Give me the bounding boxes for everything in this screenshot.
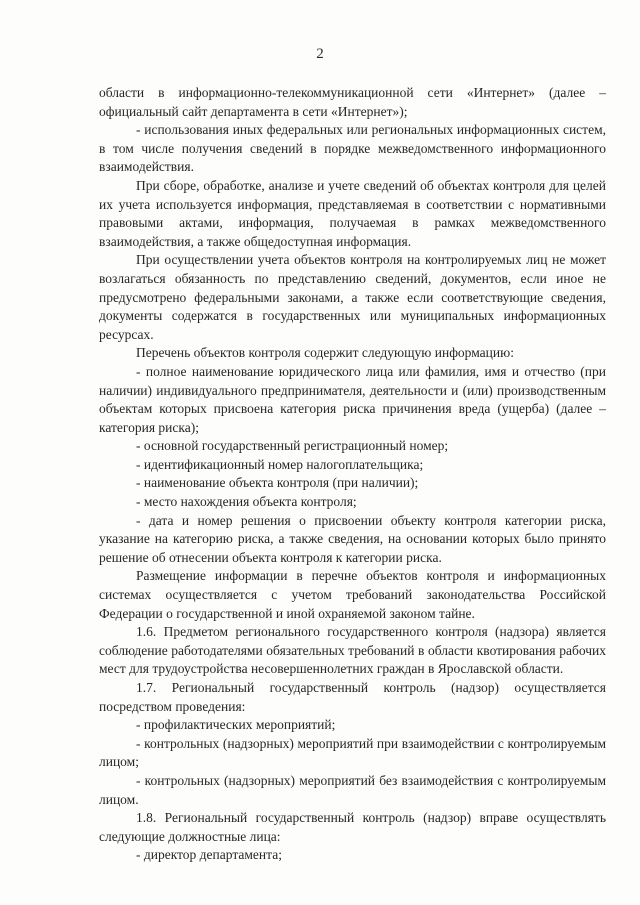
section-1-8: 1.8. Региональный государственный контроль (надзор) вправе осуществлять следующие должностные лица:	[99, 810, 606, 844]
list-item: - профилактических мероприятий;	[136, 717, 336, 733]
paragraph: Размещение информации в перечне объектов контроля и информационных системах осуществляется с учетом требований законодательства Российской Федерации о государственной и иной охраняемой законом тайне.	[99, 568, 606, 621]
document-body	[99, 84, 606, 865]
list-item: - наименование объекта контроля (при наличии);	[136, 475, 419, 491]
list-item: - полное наименование юридического лица или фамилия, имя и отчество (при наличии) индивидуального предпринимателя, деятельности и (или) производственным объектам которых присвоена категория риска причинения вреда (ущерба) (далее – категория риска);	[99, 363, 606, 435]
list-item: - директор департамента;	[136, 847, 282, 863]
list-item: - основной государственный регистрационный номер;	[136, 438, 449, 454]
paragraph: При осуществлении учета объектов контроля на контролируемых лиц не может возлагаться обязанность по представлению сведений, документов, если иное не предусмотрено федеральными законами, а также если соответствующие сведения, документы содержатся в государственных или муниципальных информационных ресурсах.	[99, 252, 606, 342]
section-1-7: 1.7. Региональный государственный контроль (надзор) осуществляется посредством проведения:	[99, 680, 606, 714]
paragraph: - использования иных федеральных или региональных информационных систем, в том числе получения сведений в порядке межведомственного информационного взаимодействия.	[99, 122, 606, 175]
page-number: 2	[316, 46, 324, 62]
paragraph: области в информационно-телекоммуникационной сети «Интернет» (далее – официальный сайт департамента в сети «Интернет»);	[99, 85, 606, 119]
list-item: - контрольных (надзорных) мероприятий без взаимодействия с контролируемым лицом.	[99, 772, 606, 807]
list-item: - место нахождения объекта контроля;	[136, 494, 357, 510]
list-item: - контрольных (надзорных) мероприятий при взаимодействии с контролируемым лицом;	[99, 735, 606, 770]
paragraph: Перечень объектов контроля содержит следующую информацию:	[136, 345, 514, 361]
section-1-6: 1.6. Предметом регионального государственного контроля (надзора) является соблюдение работодателями обязательных требований в области квотирования рабочих мест для трудоустройства несовершеннолетних граждан в Ярославской области.	[99, 624, 606, 677]
list-item: - дата и номер решения о присвоении объекту контроля категории риска, указание на категорию риска, а также сведения, на основании которых было принято решение об отнесении объекта контроля к категории риска.	[99, 512, 606, 565]
list-item: - идентификационный номер налогоплательщика;	[136, 456, 424, 472]
paragraph: При сборе, обработке, анализе и учете сведений об объектах контроля для целей их учета используется информация, представляемая в соответствии с нормативными правовыми актами, информация, получаемая в рамках межведомственного взаимодействия, а также общедоступная информация.	[99, 177, 606, 249]
